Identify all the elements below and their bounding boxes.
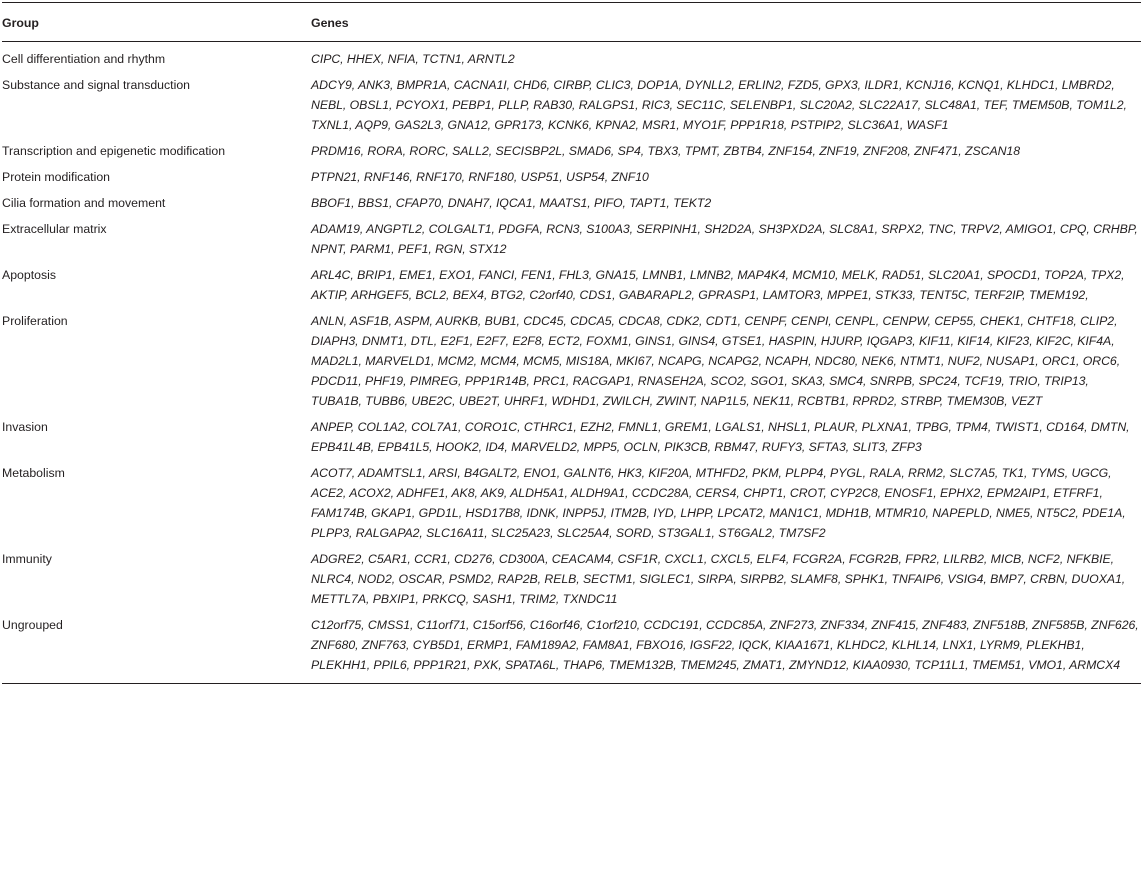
group-name: Apoptosis <box>2 268 57 282</box>
group-name: Metabolism <box>2 466 65 480</box>
gene-list: ADGRE2, C5AR1, CCR1, CD276, CD300A, CEACAM4, CSF1R, CXCL1, CXCL5, ELF4, FCGR2A, FCGR2B, FPR2, LILRB2, MICB, NCF2, NFKBIE, NLRC4, NOD2, OSCAR, PSMD2, RAP2B, RELB, SECTM1, SIGLEC1, SIRPA, SIRPB2, SLAMF8, SPHK1, TNFAIP6, VSIG4, BMP7, CRBN, DUOXA1, METTL7A, PBXIP1, PRKCQ, SASH1, TRIM2, TXNDC11 <box>311 552 1126 606</box>
table-row <box>2 213 1141 259</box>
table-row <box>2 161 1141 187</box>
gene-list: ANPEP, COL1A2, COL7A1, CORO1C, CTHRC1, EZH2, FMNL1, GREM1, LGALS1, NHSL1, PLAUR, PLXNA1, TPBG, TPM4, TWIST1, CD164, DMTN, EPB41L4B, EPB41L5, HOOK2, ID4, MARVELD2, MPP5, OCLN, PIK3CB, RBM47, RUFY3, SFTA3, SLIT3, ZFP3 <box>311 420 1130 454</box>
table-row <box>2 135 1141 161</box>
header-group: Group <box>2 3 309 42</box>
table-row <box>2 609 1141 684</box>
table-row <box>2 305 1141 411</box>
gene-list: ADAM19, ANGPTL2, COLGALT1, PDGFA, RCN3, S100A3, SERPINH1, SH2D2A, SH3PXD2A, SLC8A1, SRPX2, TNC, TRPV2, AMIGO1, CPQ, CRHBP, NPNT, PARM1, PEF1, RGN, STX12 <box>311 222 1138 256</box>
group-name: Ungrouped <box>2 609 309 684</box>
table-header-row <box>2 3 1141 42</box>
group-name: Proliferation <box>2 314 68 328</box>
gene-list: ANLN, ASF1B, ASPM, AURKB, BUB1, CDC45, CDCA5, CDCA8, CDK2, CDT1, CENPF, CENPI, CENPL, CENPW, CEP55, CHEK1, CHTF18, CLIP2, DIAPH3, DNMT1, DTL, E2F1, E2F7, E2F8, ECT2, FOXM1, GINS1, GINS4, GTSE1, HASPIN, HJURP, IQGAP3, KIF11, KIF14, KIF23, KIF2C, KIF4A, MAD2L1, MARVELD1, MCM2, MCM4, MCM5, MIS18A, MKI67, NCAPG, NCAPG2, NCAPH, NDC80, NEK6, NTMT1, NUF2, NUSAP1, ORC1, ORC6, PDCD11, PHF19, PIMREG, PPP1R14B, PRC1, RACGAP1, RNASEH2A, SCO2, SGO1, SKA3, SMC4, SNRPB, SPC24, TCF19, TRIO, TRIP13, TUBA1B, TUBB6, UBE2C, UBE2T, UHRF1, WDHD1, ZWILCH, ZWINT, NAP1L5, NEK11, RCBTB1, RPRD2, STRBP, TMEM30B, VEZT <box>311 314 1121 408</box>
gene-list: PRDM16, RORA, RORC, SALL2, SECISBP2L, SMAD6, SP4, TBX3, TPMT, ZBTB4, ZNF154, ZNF19, ZNF208, ZNF471, ZSCAN18 <box>311 144 1020 158</box>
group-name: Extracellular matrix <box>2 222 107 236</box>
group-name: Transcription and epigenetic modification <box>2 144 226 158</box>
group-name: Cell differentiation and rhythm <box>2 52 166 66</box>
table-row <box>2 457 1141 543</box>
header-genes: Genes <box>309 3 1141 42</box>
gene-list: ARL4C, BRIP1, EME1, EXO1, FANCI, FEN1, FHL3, GNA15, LMNB1, LMNB2, MAP4K4, MCM10, MELK, RAD51, SLC20A1, SPOCD1, TOP2A, TPX2, AKTIP, ARHGEF5, BCL2, BEX4, BTG2, C2orf40, CDS1, GABARAPL2, GPRASP1, LAMTOR3, MPPE1, STK33, TENT5C, TERF2IP, TMEM192, <box>311 268 1125 302</box>
group-name: Substance and signal transduction <box>2 78 190 92</box>
gene-list: C12orf75, CMSS1, C11orf71, C15orf56, C16orf46, C1orf210, CCDC191, CCDC85A, ZNF273, ZNF334, ZNF415, ZNF483, ZNF518B, ZNF585B, ZNF626, ZNF680, ZNF763, CYB5D1, ERMP1, FAM189A2, FAM8A1, FBXO16, IGSF22, IQCK, KIAA1671, KLHDC2, KLHL14, LNX1, LYRM9, PLEKHB1, PLEKHH1, PPIL6, PPP1R21, PXK, SPATA6L, THAP6, TMEM132B, TMEM245, ZMAT1, ZMYND12, KIAA0930, TCP11L1, TMEM51, VMO1, ARMCX4 <box>309 609 1141 684</box>
gene-list: BBOF1, BBS1, CFAP70, DNAH7, IQCA1, MAATS1, PIFO, TAPT1, TEKT2 <box>311 196 712 210</box>
gene-group-table <box>2 2 1141 684</box>
table-row <box>2 543 1141 609</box>
group-name: Protein modification <box>2 170 110 184</box>
group-name: Cilia formation and movement <box>2 196 166 210</box>
gene-list: ACOT7, ADAMTSL1, ARSI, B4GALT2, ENO1, GALNT6, HK3, KIF20A, MTHFD2, PKM, PLPP4, PYGL, RALA, RRM2, SLC7A5, TK1, TYMS, UGCG, ACE2, ACOX2, ADHFE1, AK8, AK9, ALDH5A1, ALDH9A1, CCDC28A, CERS4, CHPT1, CROT, CYP2C8, ENOSF1, EPHX2, EPM2AIP1, ETFRF1, FAM174B, GKAP1, GPD1L, HSD17B8, IDNK, INPP5J, ITM2B, IYD, LHPP, LPCAT2, MAN1C1, MDH1B, MTMR10, NAPEPLD, NME5, NT5C2, PDE1A, PLPP3, RALGAPA2, SLC16A11, SLC25A23, SLC25A4, SORD, ST3GAL1, ST6GAL2, TM7SF2 <box>311 466 1126 540</box>
group-name: Immunity <box>2 552 52 566</box>
table-row <box>2 411 1141 457</box>
table-row <box>2 259 1141 305</box>
group-name: Invasion <box>2 420 48 434</box>
gene-list: ADCY9, ANK3, BMPR1A, CACNA1I, CHD6, CIRBP, CLIC3, DOP1A, DYNLL2, ERLIN2, FZD5, GPX3, ILDR1, KCNJ16, KCNQ1, KLHDC1, LMBRD2, NEBL, OBSL1, PCYOX1, PEBP1, PLLP, RAB30, RALGPS1, RIC3, SEC11C, SELENBP1, SLC20A2, SLC22A17, SLC48A1, TEF, TMEM50B, TOM1L2, TXNL1, AQP9, GAS2L3, GNA12, GPR173, KCNK6, KPNA2, MSR1, MYO1F, PPP1R18, PSTPIP2, SLC36A1, WASF1 <box>311 78 1127 132</box>
table-row <box>2 69 1141 135</box>
gene-list: PTPN21, RNF146, RNF170, RNF180, USP51, USP54, ZNF10 <box>311 170 649 184</box>
table-row <box>2 42 1141 70</box>
table-row <box>2 187 1141 213</box>
gene-list: CIPC, HHEX, NFIA, TCTN1, ARNTL2 <box>311 52 515 66</box>
